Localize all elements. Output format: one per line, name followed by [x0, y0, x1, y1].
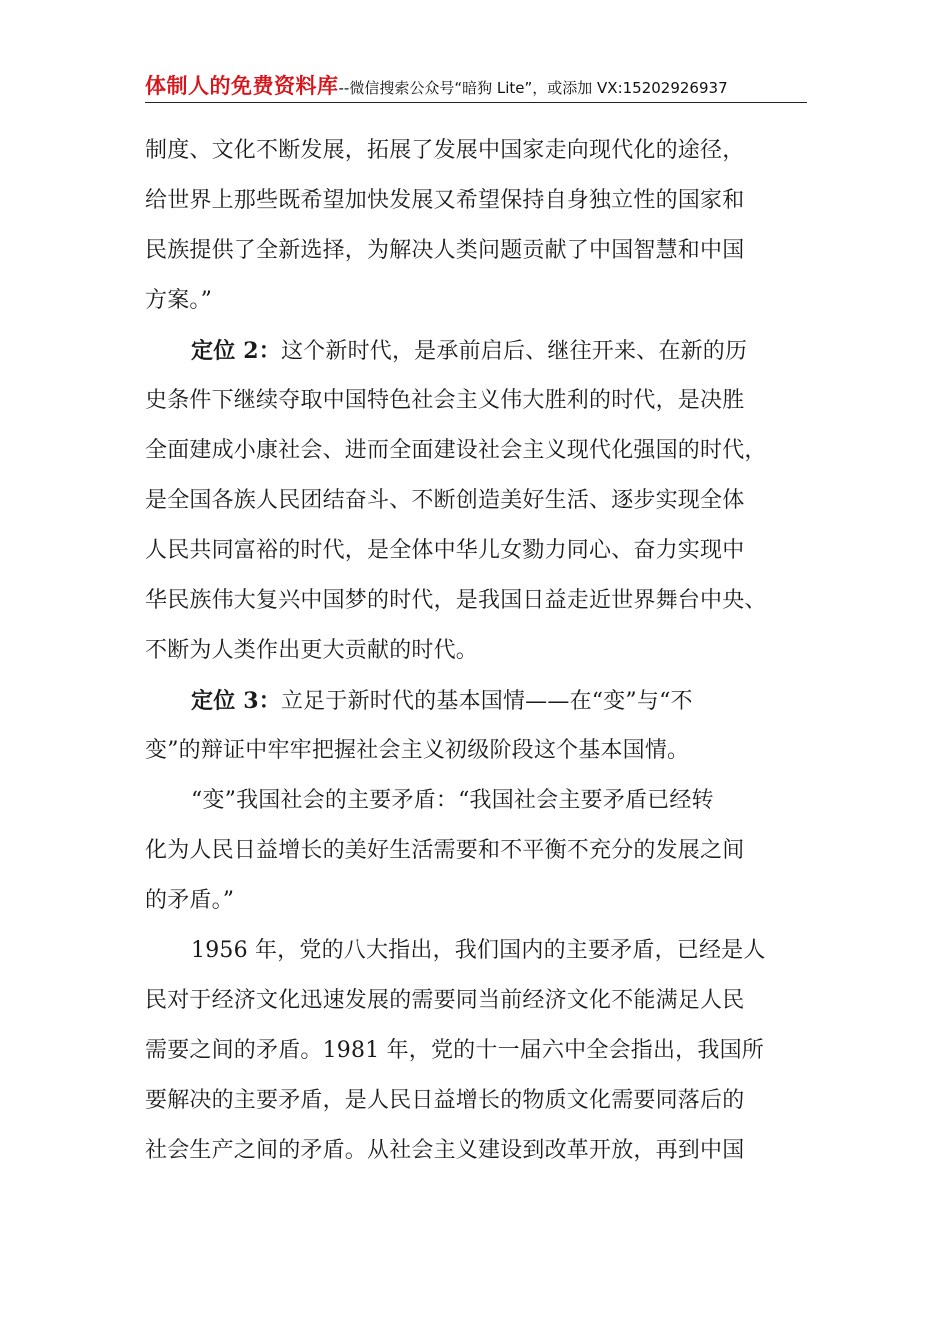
section-label-3: 定位 3：: [191, 688, 281, 714]
text-line: 民族提供了全新选择，为解决人类问题贡献了中国智慧和中国: [145, 238, 745, 263]
text-line: 社会生产之间的矛盾。从社会主义建设到改革开放，再到中国: [145, 1138, 745, 1163]
paragraph-4: [145, 776, 815, 926]
paragraph-5: [145, 926, 815, 1176]
text-span: 这个新时代，是承前启后、继往开来、在新的历: [280, 339, 748, 364]
text-span: 立足于新时代的基本国情——在“变”与“不: [280, 689, 693, 714]
text-line: 制度、文化不断发展，拓展了发展中国家走向现代化的途径，: [145, 138, 745, 163]
text-line: [145, 326, 815, 376]
text-line: 给世界上那些既希望加快发展又希望保持自身独立性的国家和: [145, 188, 745, 213]
header-note: --微信搜索公众号“暗狗 Lite”，或添加 VX:15202926937: [338, 79, 728, 97]
text-line: 民对于经济文化迅速发展的需要同当前经济文化不能满足人民: [145, 988, 745, 1013]
text-line: 变”的辩证中牢牢把握社会主义初级阶段这个基本国情。: [145, 738, 690, 763]
text-line: 华民族伟大复兴中国梦的时代，是我国日益走近世界舞台中央、: [145, 588, 767, 613]
paragraph-3: [145, 676, 815, 776]
page-header: [145, 70, 807, 103]
text-line: “变”我国社会的主要矛盾：“我国社会主要矛盾已经转: [191, 788, 714, 813]
header-brand: 体制人的免费资料库: [145, 74, 339, 98]
text-line: [145, 676, 815, 726]
text-line: 不断为人类作出更大贡献的时代。: [145, 638, 479, 663]
text-line: 方案。”: [145, 288, 213, 313]
paragraph-1: [145, 126, 815, 326]
section-label-2: 定位 2：: [191, 338, 281, 364]
text-line: 全面建成小康社会、进而全面建设社会主义现代化强国的时代，: [145, 438, 767, 463]
text-line: 的矛盾。”: [145, 888, 235, 913]
text-line: 1956 年，党的八大指出，我们国内的主要矛盾，已经是人: [191, 938, 766, 963]
text-line: 史条件下继续夺取中国特色社会主义伟大胜利的时代，是决胜: [145, 388, 745, 413]
text-line: 化为人民日益增长的美好生活需要和不平衡不充分的发展之间: [145, 838, 745, 863]
paragraph-2: [145, 326, 815, 676]
text-line: 是全国各族人民团结奋斗、不断创造美好生活、逐步实现全体: [145, 488, 745, 513]
text-line: 人民共同富裕的时代，是全体中华儿女勠力同心、奋力实现中: [145, 538, 745, 563]
document-body: [145, 126, 815, 1176]
text-line: 要解决的主要矛盾，是人民日益增长的物质文化需要同落后的: [145, 1088, 745, 1113]
text-line: 需要之间的矛盾。1981 年，党的十一届六中全会指出，我国所: [145, 1038, 764, 1063]
